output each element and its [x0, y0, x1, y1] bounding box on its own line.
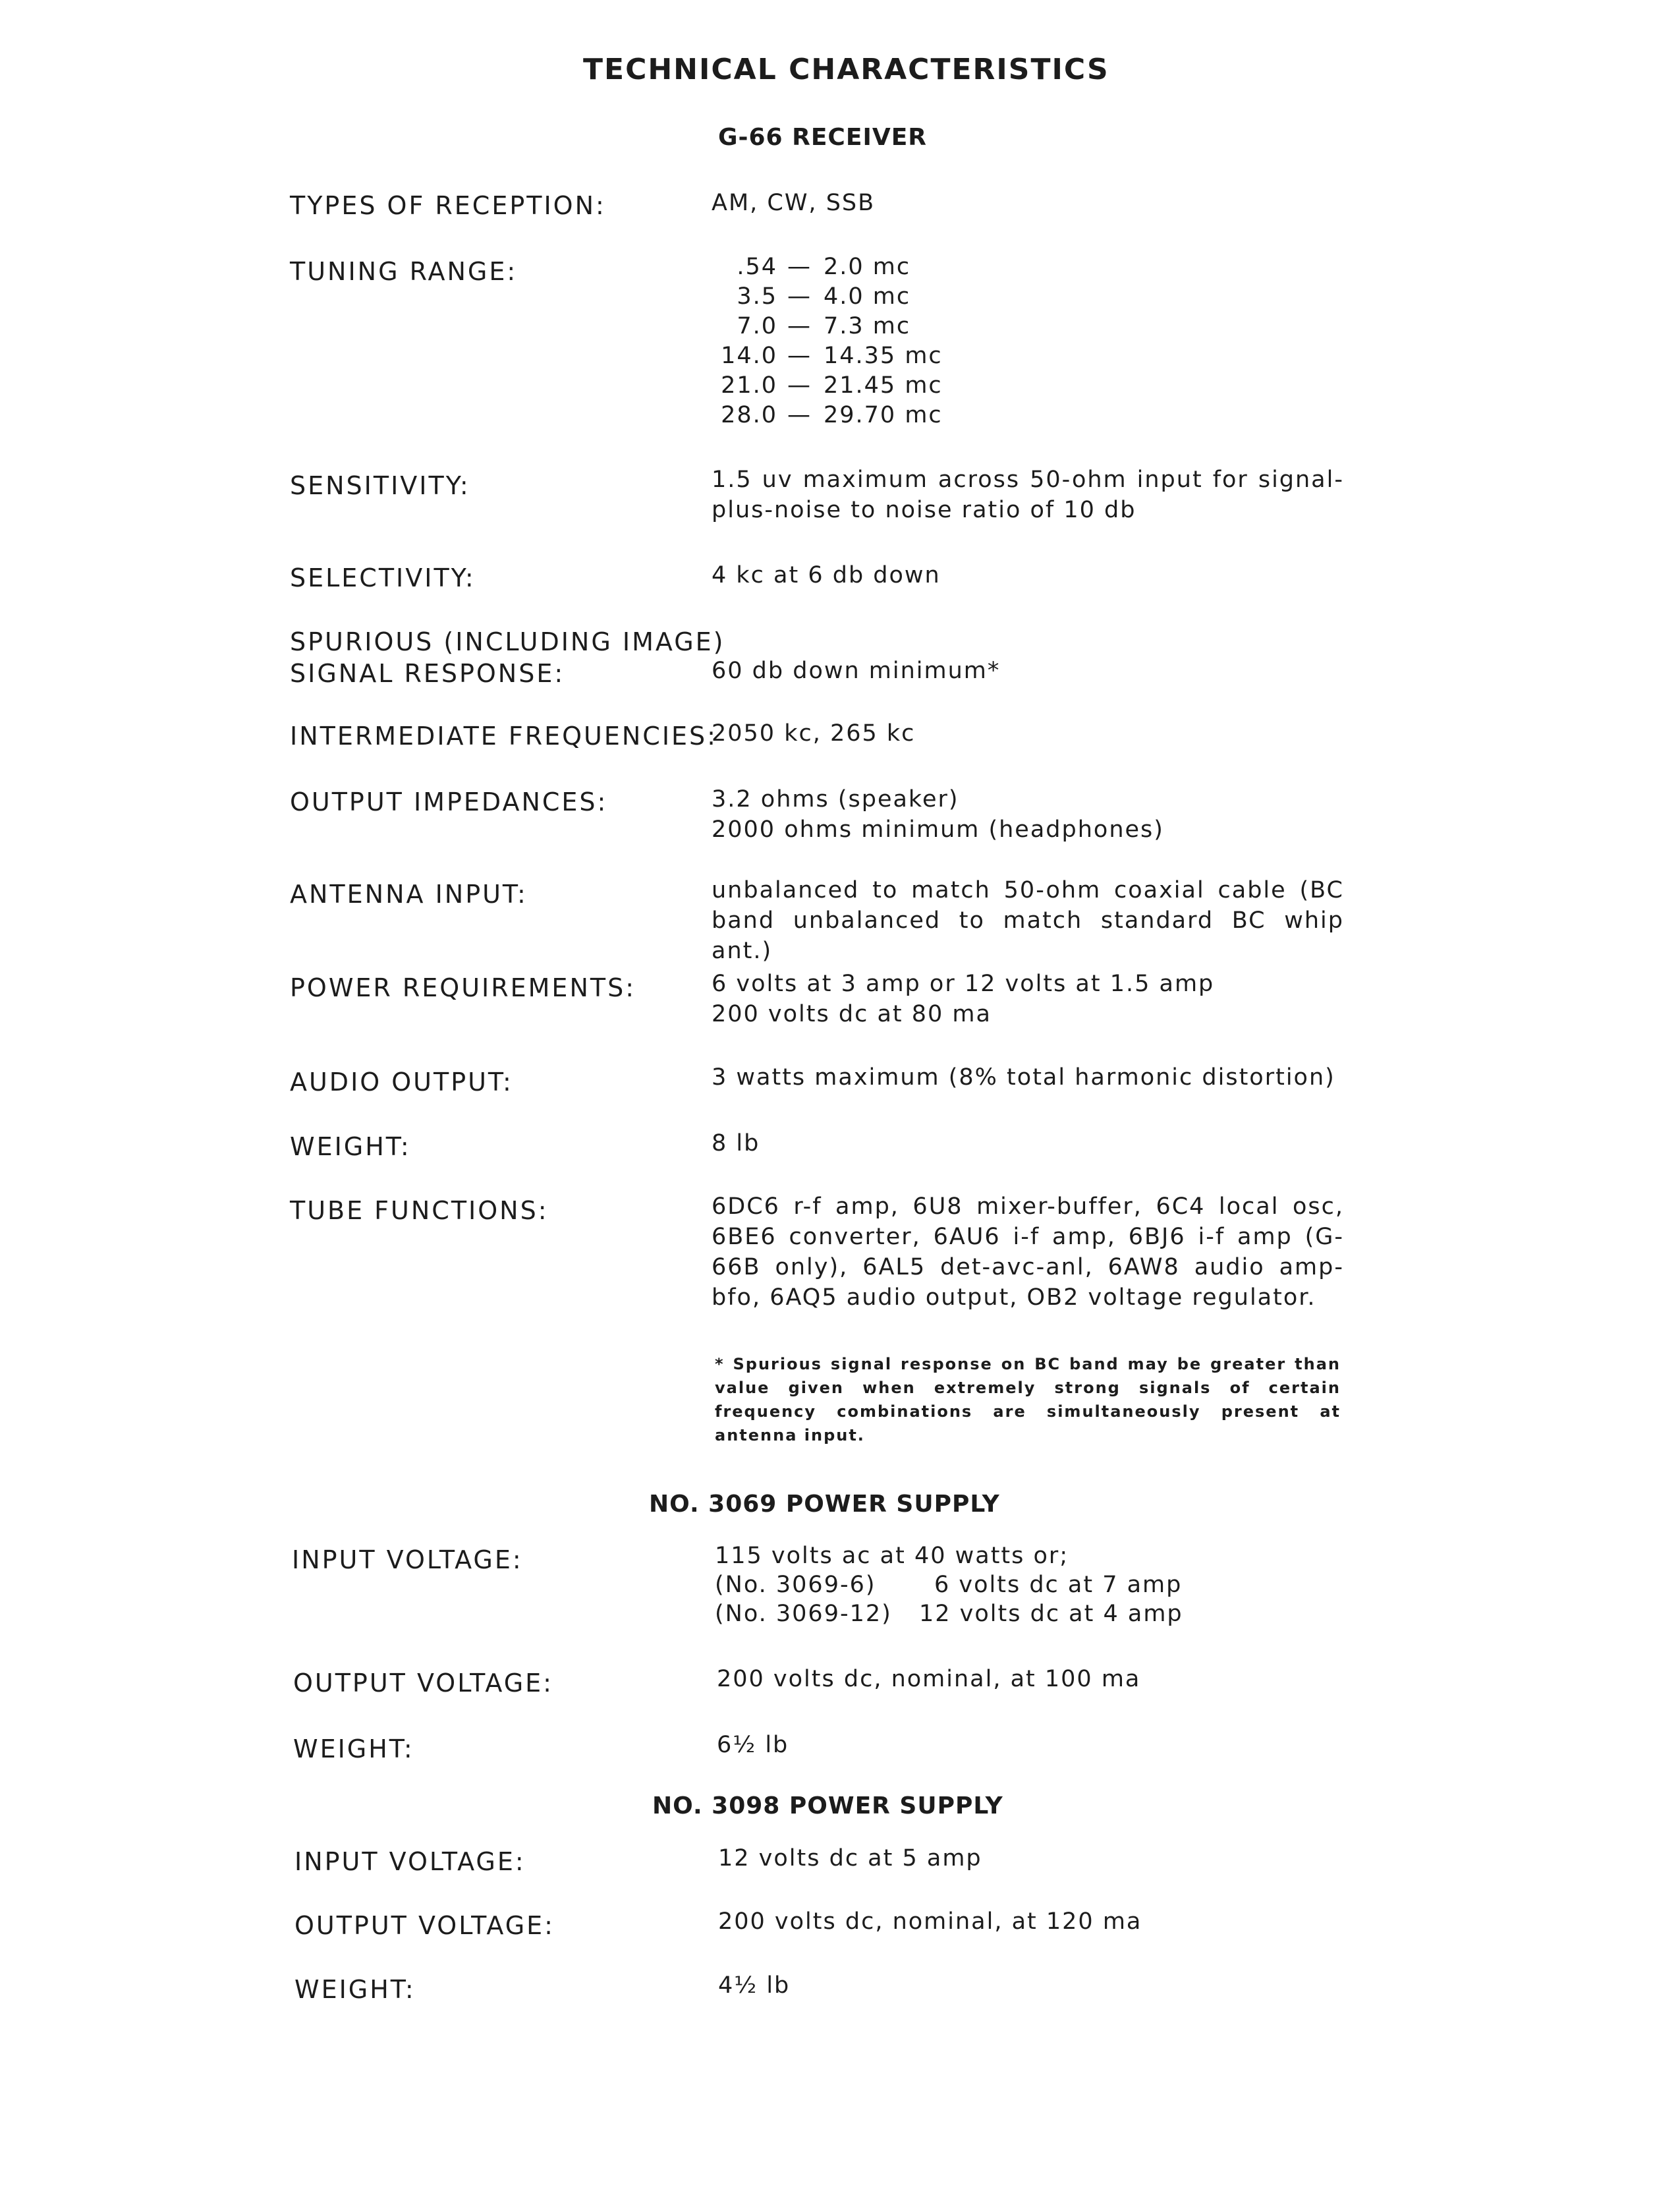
- ps3069-output-value: 200 volts dc, nominal, at 100 ma: [717, 1666, 1141, 1692]
- ps3069-output-label: OUTPUT VOLTAGE:: [293, 1669, 553, 1698]
- ps3069-input-value-1: 115 volts ac at 40 watts or;: [715, 1543, 1069, 1569]
- ps3069-input-model-6: (No. 3069-6): [715, 1572, 876, 1598]
- selectivity-label: SELECTIVITY:: [290, 563, 476, 592]
- tuning-high: 21.45 mc: [824, 372, 943, 399]
- tuning-low: 28.0: [721, 402, 777, 428]
- output-impedance-speaker: 3.2 ohms (speaker): [712, 786, 959, 813]
- tuning-high: 4.0 mc: [824, 283, 911, 310]
- tuning-dash: —: [787, 402, 812, 428]
- tuning-label: TUNING RANGE:: [290, 257, 518, 286]
- weight-value: 8 lb: [712, 1130, 760, 1157]
- spurious-label-2: SIGNAL RESPONSE:: [290, 659, 565, 688]
- sensitivity-value: 1.5 uv maximum across 50-ohm input for signal-plus-noise to noise ratio of 10 db: [712, 467, 1344, 523]
- spurious-label: SPURIOUS (INCLUDING IMAGE): [290, 627, 725, 656]
- tuning-low: 14.0: [721, 343, 777, 369]
- tuning-low: 21.0: [721, 372, 777, 399]
- types-label: TYPES OF RECEPTION:: [290, 191, 606, 220]
- receiver-heading: G-66 RECEIVER: [718, 124, 928, 151]
- output-impedance-headphones: 2000 ohms minimum (headphones): [712, 816, 1164, 843]
- tuning-dash: —: [787, 254, 812, 280]
- antenna-value: unbalanced to match 50-ohm coaxial cable (BC band unbalanced to match standard BC whip ant.): [712, 877, 1344, 964]
- tuning-dash: —: [787, 283, 812, 310]
- ps3069-weight-label: WEIGHT:: [293, 1734, 414, 1763]
- ps3069-input-model-12: (No. 3069-12): [715, 1601, 892, 1627]
- ps3069-input-value-12: 12 volts dc at 4 amp: [919, 1601, 1183, 1627]
- tuning-low: .54: [737, 254, 777, 280]
- footnote: * Spurious signal response on BC band may be greater than value given when extremely strong signals of certain frequency combinations are simultaneously present at antenna input.: [715, 1355, 1341, 1444]
- tube-label: TUBE FUNCTIONS:: [290, 1196, 549, 1225]
- ps3069-heading: NO. 3069 POWER SUPPLY: [649, 1491, 1000, 1518]
- selectivity-value: 4 kc at 6 db down: [712, 562, 941, 588]
- ps3069-input-label: INPUT VOLTAGE:: [292, 1545, 523, 1574]
- tuning-high: 2.0 mc: [824, 254, 911, 280]
- ps3098-heading: NO. 3098 POWER SUPPLY: [652, 1792, 1003, 1819]
- ps3098-output-label: OUTPUT VOLTAGE:: [294, 1911, 555, 1940]
- tuning-high: 7.3 mc: [824, 313, 911, 339]
- spurious-value: 60 db down minimum*: [712, 658, 1001, 684]
- types-value: AM, CW, SSB: [712, 190, 876, 216]
- tuning-low: 3.5: [737, 283, 777, 310]
- tuning-dash: —: [787, 313, 812, 339]
- tuning-low: 7.0: [737, 313, 777, 339]
- ps3098-weight-value: 4½ lb: [718, 1972, 791, 1999]
- ps3098-input-label: INPUT VOLTAGE:: [294, 1847, 526, 1876]
- output-impedances-label: OUTPUT IMPEDANCES:: [290, 787, 608, 816]
- antenna-label: ANTENNA INPUT:: [290, 880, 528, 909]
- ps3069-input-value-6: 6 volts dc at 7 amp: [934, 1572, 1183, 1598]
- ps3098-weight-label: WEIGHT:: [294, 1975, 416, 2004]
- tuning-high: 14.35 mc: [824, 343, 943, 369]
- if-label: INTERMEDIATE FREQUENCIES:: [290, 722, 717, 751]
- tuning-high: 29.70 mc: [824, 402, 943, 428]
- page-title: TECHNICAL CHARACTERISTICS: [583, 53, 1109, 86]
- tuning-dash: —: [787, 343, 812, 369]
- ps3069-weight-value: 6½ lb: [717, 1732, 789, 1758]
- ps3098-output-value: 200 volts dc, nominal, at 120 ma: [718, 1908, 1142, 1935]
- ps3098-input-value: 12 volts dc at 5 amp: [718, 1845, 982, 1872]
- if-value: 2050 kc, 265 kc: [712, 720, 916, 747]
- tuning-dash: —: [787, 372, 812, 399]
- power-label: POWER REQUIREMENTS:: [290, 973, 636, 1002]
- audio-label: AUDIO OUTPUT:: [290, 1068, 513, 1097]
- power-value-1: 6 volts at 3 amp or 12 volts at 1.5 amp: [712, 971, 1215, 997]
- power-value-2: 200 volts dc at 80 ma: [712, 1001, 992, 1027]
- sensitivity-label: SENSITIVITY:: [290, 471, 470, 500]
- tube-value: 6DC6 r-f amp, 6U8 mixer-buffer, 6C4 local osc, 6BE6 converter, 6AU6 i-f amp, 6BJ6 i-f amp (G-66B only), 6AL5 det-avc-anl, 6AW8 audio amp-bfo, 6AQ5 audio output, OB2 voltage regulator.: [712, 1193, 1344, 1311]
- weight-label: WEIGHT:: [290, 1132, 411, 1161]
- audio-value: 3 watts maximum (8% total harmonic distortion): [712, 1064, 1335, 1091]
